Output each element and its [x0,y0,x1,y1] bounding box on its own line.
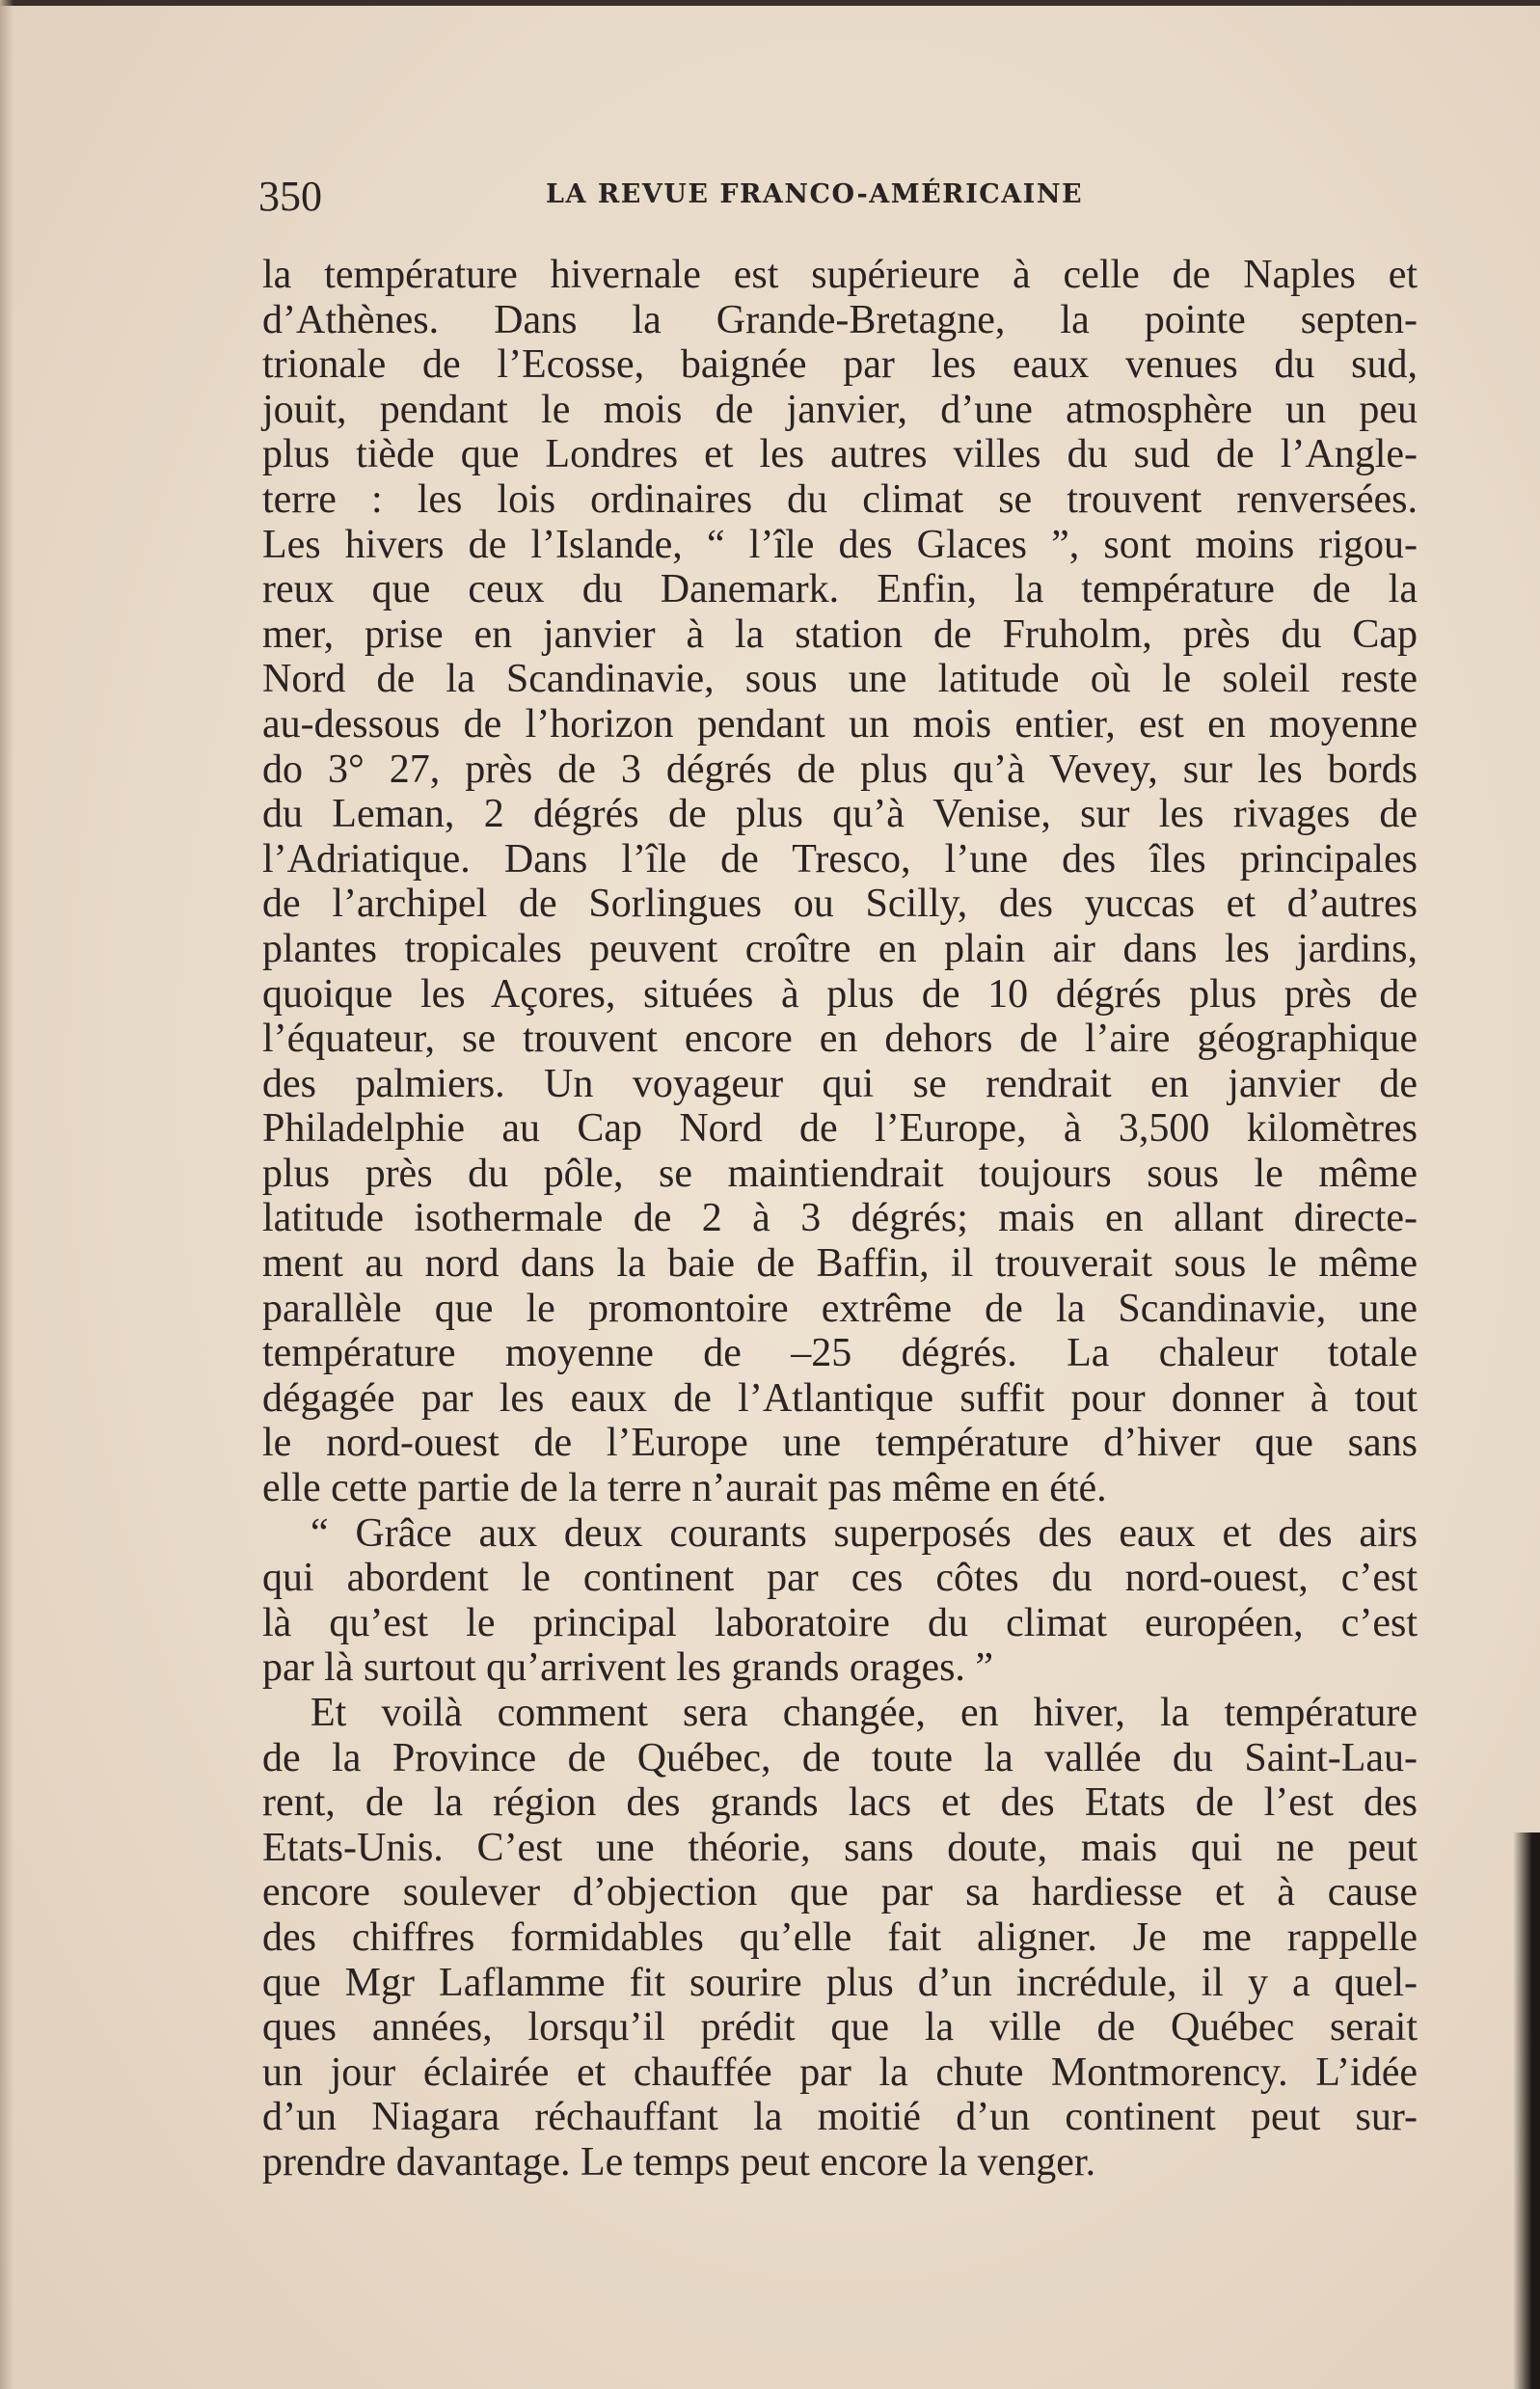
text-line: “ Grâce aux deux courants superposés des eaux et des airs [311,1510,1418,1556]
text-line: par là surtout qu’arrivent les grands orages. ” [262,1645,994,1691]
text-line: température moyenne de –25 dégrés. La chaleur totale [262,1331,1418,1376]
text-line: Les hivers de l’Islande, “ l’île des Glaces ”, sont moins rigou- [262,522,1418,567]
text-line: du Leman, 2 dégrés de plus qu’à Venise, sur les rivages de [262,792,1418,837]
text-line: do 3° 27, près de 3 dégrés de plus qu’à Vevey, sur les bords [262,747,1418,792]
scan-left-edge [0,0,14,2389]
text-line: plantes tropicales peuvent croître en plain air dans les jardins, [262,926,1418,971]
text-line: un jour éclairée et chauffée par la chute Montmorency. L’idée [262,2050,1418,2095]
text-line: Etats-Unis. C’est une théorie, sans doute, mais qui ne peut [262,1825,1418,1870]
text-line: de l’archipel de Sorlingues ou Scilly, des yuccas et d’autres [262,882,1418,927]
text-line: l’équateur, se trouvent encore en dehors de l’aire géographique [262,1017,1418,1062]
text-line: prendre davantage. Le temps peut encore la venger. [262,2139,1096,2185]
text-line: rent, de la région des grands lacs et des Etats de l’est des [262,1780,1418,1826]
journal-title: LA REVUE FRANCO-AMÉRICAINE [546,179,1084,209]
text-line: d’Athènes. Dans la Grande-Bretagne, la pointe septen- [262,297,1418,342]
text-line: trionale de l’Ecosse, baignée par les eaux venues du sud, [262,342,1418,388]
text-line: ques années, lorsqu’il prédit que la ville de Québec serait [262,2005,1418,2050]
running-head [258,172,1406,230]
text-line: latitude isothermale de 2 à 3 dégrés; mais en allant directe- [262,1196,1418,1241]
text-line: de la Province de Québec, de toute la vallée du Saint-Lau- [262,1735,1418,1780]
text-line: que Mgr Laflamme fit sourire plus d’un incrédule, il y a quel- [262,1960,1418,2005]
scan-right-edge [1513,1832,1540,2389]
text-line: parallèle que le promontoire extrême de la Scandinavie, une [262,1286,1418,1331]
text-line: quoique les Açores, situées à plus de 10 dégrés plus près de [262,971,1418,1017]
text-line: ment au nord dans la baie de Baffin, il trouverait sous le même [262,1241,1418,1287]
text-line: elle cette partie de la terre n’aurait pas même en été. [262,1466,1107,1511]
text-line: encore soulever d’objection que par sa hardiesse et à cause [262,1870,1418,1915]
text-line: des chiffres formidables qu’elle fait aligner. Je me rappelle [262,1914,1418,1960]
text-line: qui abordent le continent par ces côtes du nord-ouest, c’est [262,1556,1418,1601]
text-line: mer, prise en janvier à la station de Fruholm, près du Cap [262,611,1418,657]
text-line: là qu’est le principal laboratoire du climat européen, c’est [262,1600,1418,1645]
text-line: jouit, pendant le mois de janvier, d’une atmosphère un peu [262,387,1418,432]
text-line: Et voilà comment sera changée, en hiver, la température [311,1691,1418,1735]
scan-top-edge [0,0,1540,6]
text-line: reux que ceux du Danemark. Enfin, la température de la [262,567,1418,612]
text-line: Nord de la Scandinavie, sous une latitude où le soleil reste [262,657,1418,702]
page-number: 350 [258,173,322,220]
text-line: terre : les lois ordinaires du climat se trouvent renversées. [262,476,1418,522]
text-line: la température hivernale est supérieure à celle de Naples et [262,253,1418,297]
text-line: Philadelphie au Cap Nord de l’Europe, à 3,500 kilomètres [262,1106,1418,1152]
body-text [262,253,1418,2185]
text-line: au-dessous de l’horizon pendant un mois entier, est en moyenne [262,701,1418,747]
text-line: d’un Niagara réchauffant la moitié d’un continent peut sur- [262,2095,1418,2140]
text-line: plus près du pôle, se maintiendrait toujours sous le même [262,1151,1418,1196]
text-line: des palmiers. Un voyageur qui se rendrait en janvier de [262,1061,1418,1106]
text-line: plus tiède que Londres et les autres villes du sud de l’Angle- [262,432,1418,477]
text-line: dégagée par les eaux de l’Atlantique suffit pour donner à tout [262,1375,1418,1421]
text-line: l’Adriatique. Dans l’île de Tresco, l’une des îles principales [262,836,1418,882]
text-line: le nord-ouest de l’Europe une température d’hiver que sans [262,1421,1418,1466]
